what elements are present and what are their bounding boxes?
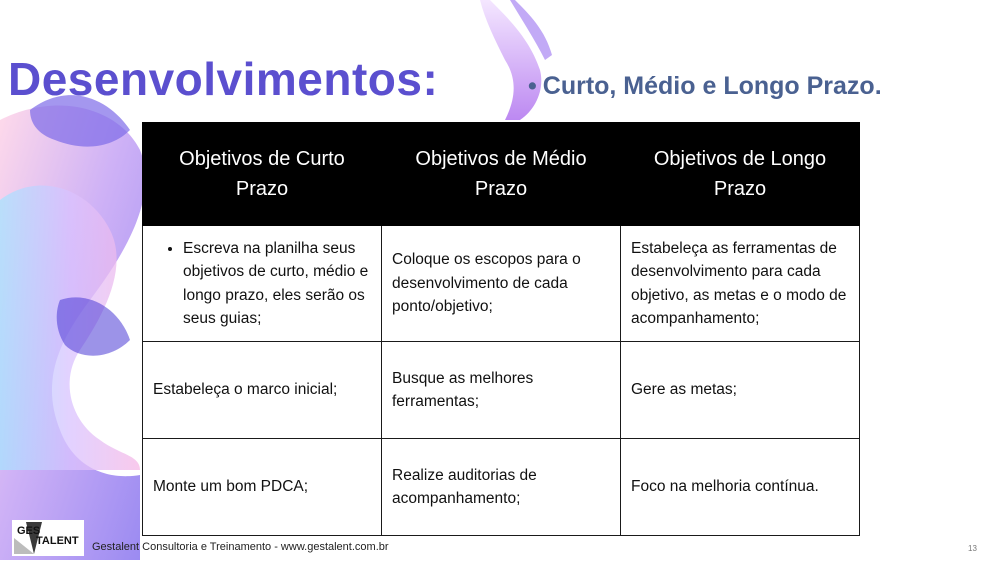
table-cell	[143, 226, 382, 342]
table-row	[143, 226, 860, 342]
table-row	[143, 439, 860, 536]
footer-text: Gestalent Consultoria e Treinamento - www.gestalent.com.br	[92, 541, 389, 553]
subtitle-bullet: •	[528, 72, 537, 100]
subtitle-text: Curto, Médio e Longo Prazo.	[542, 72, 882, 100]
page-number: 13	[968, 544, 977, 553]
header-long-term: Objetivos de Longo Prazo	[621, 123, 860, 226]
header-short-term: Objetivos de Curto Prazo	[143, 123, 382, 226]
table-cell: Gere as metas;	[621, 342, 860, 439]
header-medium-term: Objetivos de Médio Prazo	[382, 123, 621, 226]
slide-subtitle	[528, 72, 882, 101]
objectives-table	[142, 122, 860, 536]
table-cell: Realize auditorias de acompanhamento;	[382, 439, 621, 536]
table-cell: Estabeleça o marco inicial;	[143, 342, 382, 439]
table-cell: Coloque os escopos para o desenvolvimento de cada ponto/objetivo;	[382, 226, 621, 342]
bullet-list	[153, 237, 371, 331]
table-row	[143, 342, 860, 439]
logo-text-bottom: TALENT	[36, 535, 79, 547]
table-cell: Busque as melhores ferramentas;	[382, 342, 621, 439]
table-cell: Monte um bom PDCA;	[143, 439, 382, 536]
gestalent-logo	[12, 520, 84, 556]
slide-title: Desenvolvimentos:	[8, 53, 439, 105]
table-header-row	[143, 123, 860, 226]
list-item: • Escreva na planilha seus objetivos de curto, médio e longo prazo, eles serão os seus guias;	[183, 237, 371, 331]
logo-text-top: GES	[17, 525, 41, 537]
table-cell: Foco na melhoria contínua.	[621, 439, 860, 536]
table-cell: Estabeleça as ferramentas de desenvolvimento para cada objetivo, as metas e o modo de acompanhamento;	[621, 226, 860, 342]
